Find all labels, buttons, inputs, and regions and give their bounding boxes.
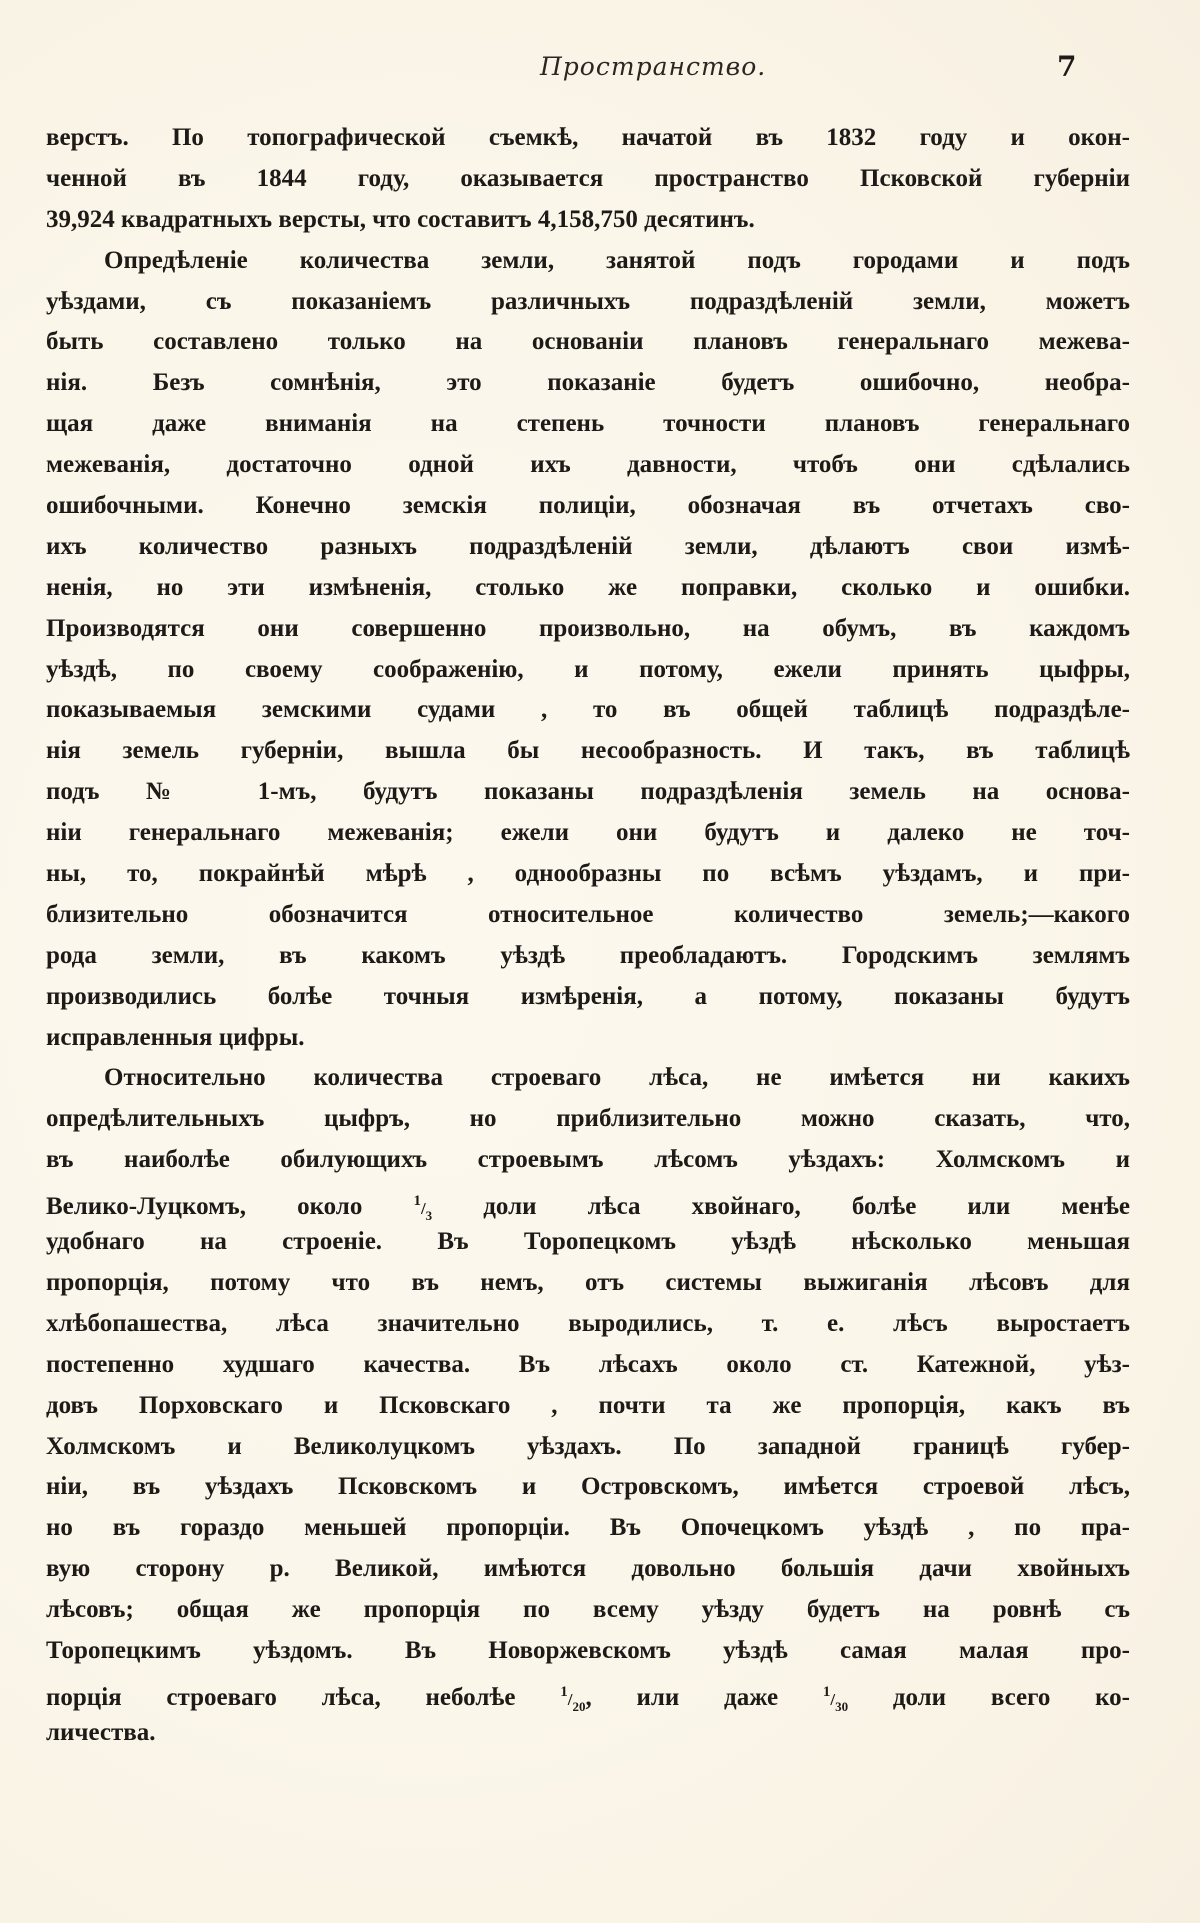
text-line: постепенно худшаго качества. Въ лѣсахъ около ст. Катежной, уѣз-	[46, 1350, 1130, 1378]
text-line: Опредѣленіе количества земли, занятой подъ городами и подъ	[104, 246, 1130, 274]
text-line: пропорція, потому что въ немъ, отъ системы выжиганія лѣсовъ для	[46, 1268, 1130, 1296]
text-line: 39,924 квадратныхъ версты, что составитъ 4,158,750 десятинъ.	[46, 205, 755, 233]
text-line: щая даже вниманія на степень точности плановъ генеральнаго	[46, 410, 1130, 438]
paragraph	[46, 1058, 1130, 1753]
text-line: вую сторону р. Великой, имѣются довольно большія дачи хвойныхъ	[46, 1555, 1130, 1583]
text-line: Производятся они совершенно произвольно, на обумъ, въ каждомъ	[46, 614, 1130, 642]
fraction: $^1/_{20}$	[560, 1683, 586, 1714]
running-title: Пространство.	[540, 52, 767, 81]
text-line: ны, то, покрайнѣй мѣрѣ , однообразны по всѣмъ уѣздамъ, и при-	[46, 860, 1130, 888]
page-number: 7	[1057, 50, 1077, 83]
text-line: нія. Безъ сомнѣнія, это показаніе будетъ ошибочно, необра-	[46, 369, 1130, 397]
text-line: ніи, въ уѣздахъ Псковскомъ и Островскомъ, имѣется строевой лѣсъ,	[46, 1473, 1130, 1501]
text-line: удобнаго на строеніе. Въ Торопецкомъ уѣздѣ нѣсколько меньшая	[46, 1228, 1130, 1256]
text-line: хлѣбопашества, лѣса значительно выродились, т. е. лѣсъ выростаетъ	[46, 1309, 1130, 1337]
text-line: нія земель губерніи, вышла бы несообразность. И такъ, въ таблицѣ	[46, 737, 1130, 765]
paragraph	[46, 241, 1130, 1059]
text-line: Холмскомъ и Великолуцкомъ уѣздахъ. По западной границѣ губер-	[46, 1432, 1130, 1460]
running-head	[0, 52, 1200, 92]
text-line: опредѣлительныхъ цыфръ, но приблизительно можно сказать, что,	[46, 1105, 1130, 1133]
text-line: ніи генеральнаго межеванія; ежели они будутъ и далеко не точ-	[46, 819, 1130, 847]
text-line: въ наиболѣе обилующихъ строевымъ лѣсомъ уѣздахъ: Холмскомъ и	[46, 1146, 1130, 1174]
text-line: исправленныя цифры.	[46, 1023, 305, 1051]
text-line: личества.	[46, 1718, 156, 1746]
fraction: $^1/_3$	[413, 1193, 433, 1224]
text-line: быть составлено только на основаніи плановъ генеральнаго межева-	[46, 328, 1130, 356]
text-line: верстъ. По топографической съемкѣ, начатой въ 1832 году и окон-	[46, 124, 1130, 151]
text-line: лѣсовъ; общая же пропорція по всему уѣзду будетъ на ровнѣ съ	[46, 1596, 1130, 1624]
text-line: но въ гораздо меньшей пропорціи. Въ Опочецкомъ уѣздѣ , по пра-	[46, 1514, 1130, 1542]
text-line: межеванія, достаточно одной ихъ давности, чтобъ они сдѣлались	[46, 451, 1130, 479]
text-line: Торопецкимъ уѣздомъ. Въ Новоржевскомъ уѣздѣ самая малая про-	[46, 1636, 1130, 1664]
text-line: Велико-Луцкомъ, около $^1/_3$ доли лѣса хвойнаго, болѣе или менѣе	[46, 1193, 1130, 1224]
fraction: $^1/_{30}$	[822, 1683, 849, 1714]
text-line: ошибочными. Конечно земскія полиціи, обозначая въ отчетахъ сво-	[46, 492, 1130, 520]
text-line: ихъ количество разныхъ подраздѣленій земли, дѣлаютъ свои измѣ-	[46, 532, 1130, 560]
text-line: уѣздѣ, по своему соображенію, и потому, ежели принять цыфры,	[46, 655, 1130, 683]
text-line: довъ Порховскаго и Псковскаго , почти та же пропорція, какъ въ	[46, 1391, 1130, 1419]
text-line: подъ № 1-мъ, будутъ показаны подраздѣленія земель на основа-	[46, 778, 1130, 806]
text-line: ненія, но эти измѣненія, столько же поправки, сколько и ошибки.	[46, 573, 1130, 601]
text-line: показываемыя земскими судами , то въ общей таблицѣ подраздѣле-	[46, 696, 1130, 724]
body-text	[46, 118, 1130, 1754]
text-line: порція строеваго лѣса, неболѣе $^1/_{20}$, или даже $^1/_{30}$ доли всего ко-	[46, 1683, 1130, 1714]
text-line: близительно обозначится относительное количество земель;—какого	[46, 900, 1130, 928]
text-line: ченной въ 1844 году, оказывается пространство Псковской губерніи	[46, 164, 1130, 192]
text-line: производились болѣе точныя измѣренія, а потому, показаны будутъ	[46, 982, 1130, 1010]
text-line: Относительно количества строеваго лѣса, не имѣется ни какихъ	[104, 1064, 1130, 1092]
text-line: уѣздами, съ показаніемъ различныхъ подраздѣленій земли, можетъ	[46, 287, 1130, 315]
paragraph	[46, 118, 1130, 241]
text-line: рода земли, въ какомъ уѣздѣ преобладаютъ. Городскимъ землямъ	[46, 941, 1130, 969]
